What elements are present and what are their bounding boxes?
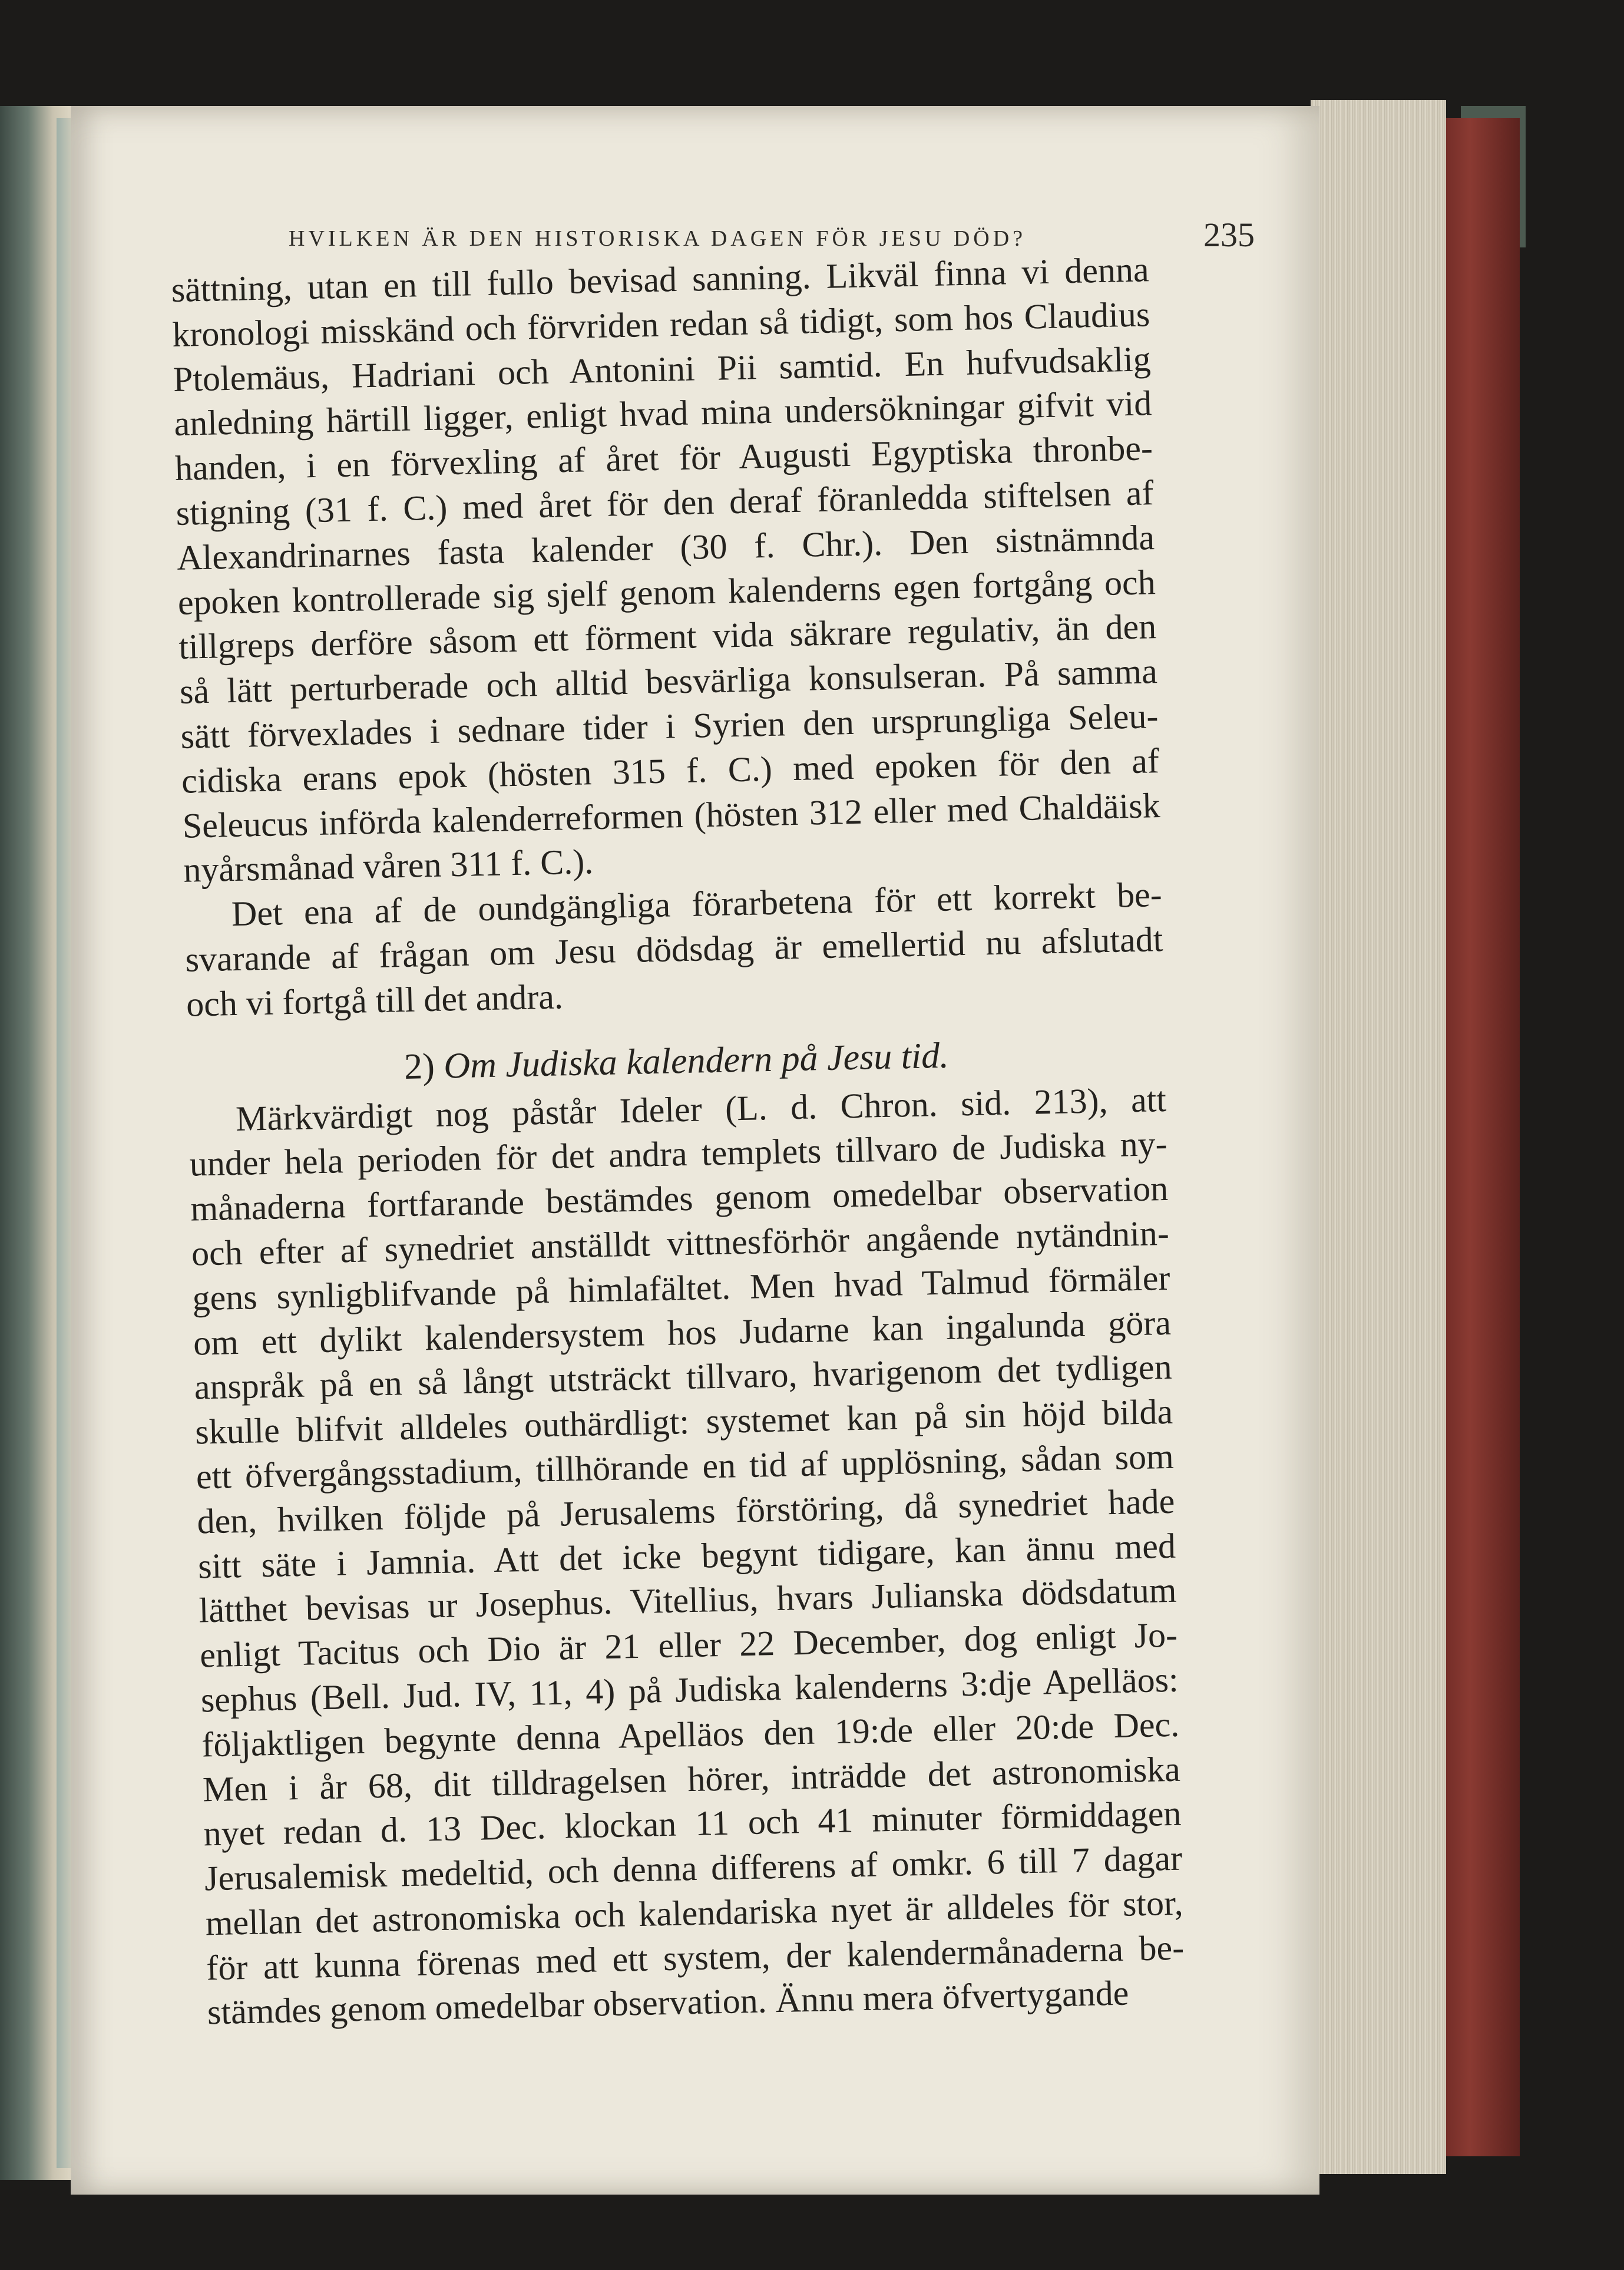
- text-line: Det ena af de oundgängliga förarbetena för ett korrekt be-: [231, 875, 1163, 934]
- paragraph-3: [188, 1077, 1185, 2035]
- text-line: så lätt perturberade och alltid besvärliga konsulseran. På samma: [179, 652, 1158, 712]
- text-line: epoken kontrollerade sig sjelf genom kalenderns egen fortgång och: [177, 562, 1156, 622]
- text-line: kronologi misskänd och förvriden redan så tidigt, som hos Claudius: [171, 295, 1150, 354]
- section-title: Om Judiska kalendern på Jesu tid.: [443, 1035, 950, 1086]
- text-line: anspråk på en så långt utsträckt tillvaro, hvarigenom det tydligen: [194, 1347, 1173, 1407]
- text-line: tillgreps derföre såsom ett förment vida säkrare regulativ, än den: [178, 607, 1157, 667]
- text-line: enligt Tacitus och Dio är 21 eller 22 December, dog enligt Jo-: [199, 1615, 1178, 1675]
- book-cover: [1437, 118, 1520, 2156]
- text-line: sättning, utan en till fullo bevisad sanning. Likväl finna vi denna: [171, 250, 1150, 309]
- section-number: 2): [403, 1046, 435, 1087]
- text-line: stigning (31 f. C.) med året för den deraf föranledda stiftelsen af: [176, 473, 1155, 533]
- text-line: Jerusalemisk medeltid, och denna differens af omkr. 6 till 7 dagar: [204, 1838, 1183, 1898]
- text-line: och vi fortgå till det andra.: [186, 977, 564, 1024]
- body-text: [171, 247, 1185, 2035]
- text-line: skulle blifvit alldeles outhärdligt: systemet kan på sin höjd bilda: [194, 1392, 1173, 1452]
- text-line: månaderna fortfarande bestämdes genom omedelbar observation: [190, 1169, 1169, 1228]
- text-line: Ptolemäus, Hadriani och Antonini Pii samtid. En hufvudsaklig: [173, 339, 1152, 399]
- text-line: om ett dylikt kalendersystem hos Judarne kan ingalunda göra: [193, 1303, 1172, 1363]
- text-line: den, hvilken följde på Jerusalems förstöring, då synedriet hade: [196, 1481, 1175, 1541]
- text-line: ett öfvergångsstadium, tillhörande en tid af upplösning, sådan som: [196, 1436, 1175, 1496]
- text-line: sephus (Bell. Jud. IV, 11, 4) på Judiska kalenderns 3:dje Apelläos:: [200, 1660, 1179, 1720]
- text-line: sätt förvexlades i sednare tider i Syrien den ursprungliga Seleu-: [180, 696, 1159, 756]
- text-line: mellan det astronomiska och kalendariska nyet är alldeles för stor,: [205, 1883, 1184, 1943]
- text-line: svarande af frågan om Jesu dödsdag är emellertid nu afslutadt: [184, 919, 1163, 979]
- text-line: sitt säte i Jamnia. Att det icke begynt tidigare, kan ännu med: [197, 1526, 1176, 1586]
- page-fore-edge: [1311, 100, 1446, 2174]
- text-line: cidiska erans epok (hösten 315 f. C.) med epoken för den af: [181, 741, 1160, 801]
- text-line: handen, i en förvexling af året för Augusti Egyptiska thronbe-: [174, 428, 1153, 488]
- text-line: Märkvärdigt nog påstår Ideler (L. d. Chron. sid. 213), att: [235, 1079, 1167, 1138]
- text-line: nyårsmånad våren 311 f. C.).: [183, 842, 594, 890]
- text-line: Men i år 68, dit tilldragelsen hörer, inträdde det astronomiska: [202, 1749, 1181, 1809]
- paragraph-2: [184, 873, 1164, 1027]
- text-line: följaktligen begynte denna Apelläos den 19:de eller 20:de Dec.: [201, 1704, 1180, 1765]
- text-line: Alexandrinarnes fasta kalender (30 f. Chr.). Den sistnämnda: [176, 517, 1155, 577]
- text-line: stämdes genom omedelbar observation. Ännu mera öfvertygande: [207, 1974, 1129, 2032]
- text-line: under hela perioden för det andra templets tillvaro de Judiska ny-: [189, 1124, 1168, 1184]
- paragraph-1: [171, 247, 1162, 893]
- text-line: nyet redan d. 13 Dec. klockan 11 och 41 minuter förmiddagen: [203, 1793, 1182, 1853]
- text-line: anledning härtill ligger, enligt hvad mina undersökningar gifvit vid: [173, 384, 1152, 444]
- text-line: och efter af synedriet anställdt vittnesförhör angående nytändnin-: [191, 1213, 1170, 1273]
- text-line: för att kunna förenas med ett system, der kalendermånaderna be-: [206, 1928, 1185, 1988]
- running-head: HVILKEN ÄR DEN HISTORISKA DAGEN FÖR JESU DÖD?: [289, 226, 1027, 251]
- text-line: gens synligblifvande på himlafältet. Men hvad Talmud förmäler: [191, 1258, 1170, 1318]
- page-number: 235: [1203, 216, 1255, 254]
- text-line: lätthet bevisas ur Josephus. Vitellius, hvars Julianska dödsdatum: [199, 1571, 1178, 1630]
- text-line: Seleucus införda kalenderreformen (hösten 312 eller med Chaldäisk: [182, 785, 1161, 845]
